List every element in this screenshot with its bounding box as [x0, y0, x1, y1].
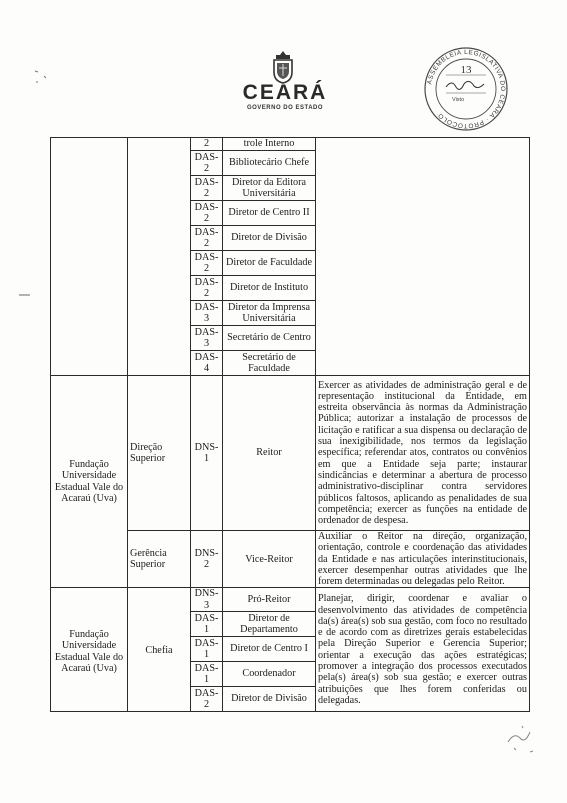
symbol-cell: DAS-2 — [191, 151, 223, 176]
position-cell: Pró-Reitor — [223, 588, 316, 612]
positions-table — [50, 137, 530, 712]
position-cell: Diretor de Divisão — [223, 687, 316, 712]
position-cell: Coordenador — [223, 662, 316, 687]
entity-cell: Fundação Universidade Estadual Vale do Acaraú (Uva) — [51, 376, 128, 588]
position-cell: Diretor de Instituto — [223, 276, 316, 301]
attributions-cell-empty — [316, 138, 530, 376]
symbol-cell: DAS-4 — [191, 351, 223, 376]
position-cell: trole Interno — [223, 138, 316, 151]
position-cell: Diretor da Editora Universitária — [223, 176, 316, 201]
entity-cell-empty — [51, 138, 128, 376]
symbol-cell: DAS-2 — [191, 276, 223, 301]
position-cell: Diretor da Imprensa Universitária — [223, 301, 316, 326]
symbol-cell: DNS-1 — [191, 376, 223, 531]
symbol-cell: DAS-3 — [191, 301, 223, 326]
category-cell: Direção Superior — [128, 376, 191, 531]
entity-cell: Fundação Universidade Estadual Vale do Acaraú (Uva) — [51, 588, 128, 712]
state-name: CEARÁ — [242, 81, 328, 104]
position-cell: Diretor de Faculdade — [223, 251, 316, 276]
category-cell-empty — [128, 138, 191, 376]
symbol-cell: DAS-2 — [191, 176, 223, 201]
table-row-reitor — [51, 376, 530, 531]
margin-signature-mark — [500, 712, 540, 762]
position-cell: Diretor de Departamento — [223, 612, 316, 637]
margin-mark — [30, 68, 60, 88]
symbol-cell: DNS-3 — [191, 588, 223, 612]
position-cell: Diretor de Centro II — [223, 201, 316, 226]
symbol-cell: DAS-2 — [191, 251, 223, 276]
symbol-cell: DNS-2 — [191, 531, 223, 588]
table-row — [51, 138, 530, 151]
symbol-cell: DAS-3 — [191, 326, 223, 351]
state-logo — [225, 82, 345, 112]
table-row — [51, 588, 530, 612]
symbol-cell: DAS-1 — [191, 612, 223, 637]
svg-text:ASSEMBLEIA LEGISLATIVA DO CEAR: ASSEMBLEIA LEGISLATIVA DO CEARÁ · PROTOCOLO — [426, 48, 507, 130]
stamp-page-number: 13 — [460, 64, 472, 76]
coat-of-arms-icon — [270, 50, 296, 84]
government-label: GOVERNO DO ESTADO — [246, 105, 324, 111]
symbol-cell: DAS-2 — [191, 201, 223, 226]
protocol-stamp — [422, 45, 510, 133]
symbol-cell: DAS-1 — [191, 637, 223, 662]
symbol-cell: DAS-2 — [191, 226, 223, 251]
page-header — [0, 0, 567, 140]
category-cell: Chefia — [128, 588, 191, 712]
symbol-cell: 2 — [191, 138, 223, 151]
stamp-visto-label: Visto — [452, 97, 465, 103]
margin-dash — [18, 292, 32, 298]
position-cell: Diretor de Divisão — [223, 226, 316, 251]
attributions-cell: Exercer as atividades de administração geral e de representação institucional da Entidade, em estreita observância às normas da Administração Pública; autorizar a instalação de processos de licitação e ratificar a sua dispensa ou declaração de sua inexigibilidade, nos termos da legislação específica; referendar atos, contratos ou convênios em que a Entidade seja parte; instaurar sindicâncias e determinar a abertura de processo administrativo-disciplinar contra servidores públicos faltosos, aplicando as penalidades de sua competência; exercer as funções na entidade de ordenador de despesa. — [316, 376, 530, 531]
position-cell: Diretor de Centro I — [223, 637, 316, 662]
position-cell: Reitor — [223, 376, 316, 531]
attributions-cell: Auxiliar o Reitor na direção, organização, orientação, controle e coordenação das atividades da Entidade e nas articulações interinstitucionais, exercer desempenhar outras atividades que lhe forem determinadas ou delegadas pelo Reitor. — [316, 531, 530, 588]
position-cell: Secretário de Faculdade — [223, 351, 316, 376]
attributions-cell: Planejar, dirigir, coordenar e avaliar o desenvolvimento das atividades de competência da(s) área(s) sob sua gestão, com foco no resultado e de acordo com as diretrizes gerais estabelecidas pela Direção Superior e Gerencia Superior; orientar a execução das ações estratégicas; promover a integração dos processos executados pela(s) área(s) sob sua gestão; e exercer outras atribuições que lhes forem conferidas ou delegadas. — [316, 588, 530, 712]
position-cell: Vice-Reitor — [223, 531, 316, 588]
position-cell: Bibliotecário Chefe — [223, 151, 316, 176]
symbol-cell: DAS-1 — [191, 662, 223, 687]
symbol-cell: DAS-2 — [191, 687, 223, 712]
category-cell: Gerência Superior — [128, 531, 191, 588]
position-cell: Secretário de Centro — [223, 326, 316, 351]
